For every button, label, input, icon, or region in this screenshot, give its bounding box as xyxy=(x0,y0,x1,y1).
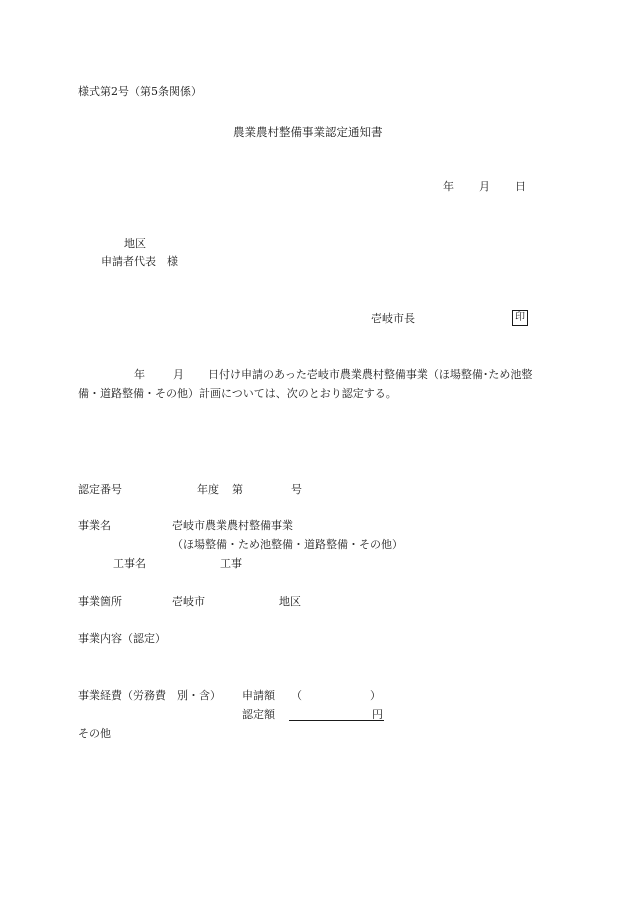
issuer-name: 壱岐市長 xyxy=(371,312,415,325)
cost-label: 事業経費（労務費 別・含） xyxy=(78,689,221,702)
date-month: 月 xyxy=(479,180,490,193)
project-label: 事業名 xyxy=(78,519,111,532)
cert-no-suffix: 号 xyxy=(291,483,302,496)
cert-no-prefix: 第 xyxy=(232,483,243,496)
location-district: 地区 xyxy=(279,595,301,608)
date-day: 日 xyxy=(515,180,526,193)
project-name: 壱岐市農業農村整備事業 xyxy=(172,519,293,532)
issuer-seal xyxy=(512,310,528,326)
body-text-line1: 日付け申請のあった壱岐市農業農村整備事業（ほ場整備･ため池整 xyxy=(208,368,533,381)
addressee-district: 地区 xyxy=(124,237,146,250)
approved-currency: 円 xyxy=(372,708,383,721)
date-year: 年 xyxy=(443,180,454,193)
cert-number-label: 認定番号 xyxy=(78,483,122,496)
location-city: 壱岐市 xyxy=(172,595,205,608)
currency-underline xyxy=(372,720,384,721)
body-date-month: 月 xyxy=(173,368,184,381)
project-types: （ほ場整備・ため池整備・道路整備・その他） xyxy=(172,538,403,551)
approved-amount-line xyxy=(289,720,373,721)
cert-year-suffix: 年度 xyxy=(197,483,219,496)
body-text-line2: 備・道路整備・その他）計画については、次のとおり認定する。 xyxy=(78,387,397,400)
applied-paren-open: （ xyxy=(291,689,302,702)
applied-paren-close: ） xyxy=(370,689,381,702)
form-number: 様式第2号（第5条関係） xyxy=(78,85,202,98)
content-label: 事業内容（認定） xyxy=(78,632,166,645)
body-date-year: 年 xyxy=(134,368,145,381)
work-name-label: 工事名 xyxy=(113,557,146,570)
document-title: 農業農村整備事業認定通知書 xyxy=(233,125,383,139)
applied-amount-label: 申請額 xyxy=(242,689,275,702)
addressee-representative: 申請者代表 様 xyxy=(101,255,178,268)
approved-amount-label: 認定額 xyxy=(242,708,275,721)
seal-mark: 印 xyxy=(512,310,528,326)
work-name-suffix: 工事 xyxy=(220,557,242,570)
other-label: その他 xyxy=(78,727,111,740)
location-label: 事業箇所 xyxy=(78,595,122,608)
